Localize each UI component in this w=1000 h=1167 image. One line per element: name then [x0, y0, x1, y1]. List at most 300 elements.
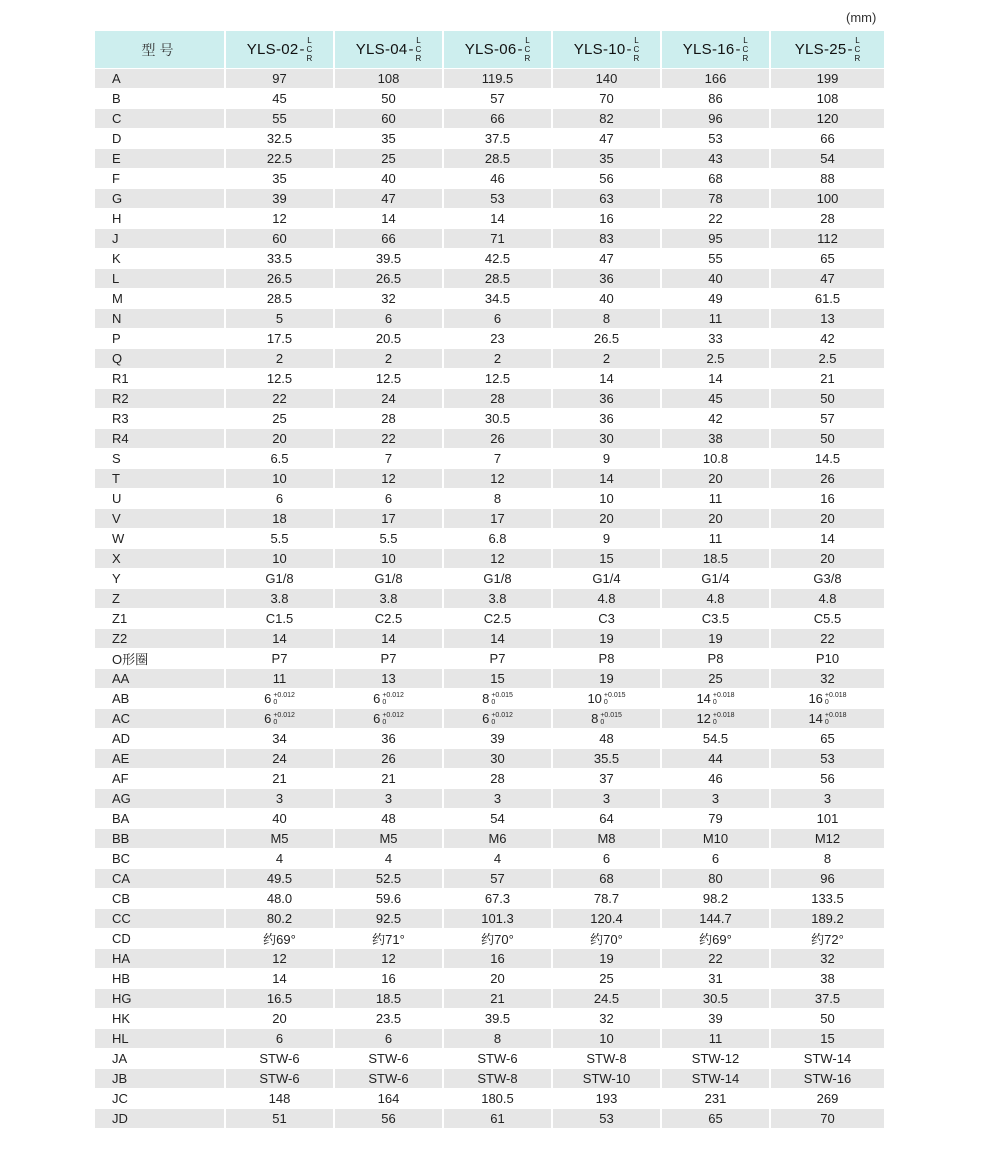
table-cell: 49	[661, 289, 770, 309]
table-cell: 30.5	[661, 989, 770, 1009]
nominal-value: 16	[808, 691, 823, 706]
table-cell: 6	[334, 309, 443, 329]
table-cell	[225, 689, 334, 709]
table-cell: 11	[225, 669, 334, 689]
table-cell: 54	[770, 149, 884, 169]
table-row	[95, 869, 884, 889]
lower-tolerance: 0	[273, 698, 278, 706]
table-cell: 21	[443, 989, 552, 1009]
table-cell	[770, 709, 884, 729]
table-cell: 112	[770, 229, 884, 249]
table-cell: STW-16	[770, 1069, 884, 1089]
nominal-value: 6	[264, 691, 272, 706]
suffix-c: C	[633, 45, 640, 54]
table-cell: 33	[661, 329, 770, 349]
table-row	[95, 629, 884, 649]
table-row	[95, 609, 884, 629]
suffix-l: L	[634, 36, 639, 45]
table-row	[95, 429, 884, 449]
table-row	[95, 989, 884, 1009]
table-cell: 34	[225, 729, 334, 749]
table-cell: 17	[334, 509, 443, 529]
table-cell: 17.5	[225, 329, 334, 349]
table-cell: M5	[334, 829, 443, 849]
table-cell	[334, 709, 443, 729]
upper-tolerance: +0.018	[712, 711, 735, 719]
tolerance-stack	[491, 712, 513, 726]
table-row	[95, 1089, 884, 1109]
table-cell: 54.5	[661, 729, 770, 749]
nominal-value: 6	[264, 711, 272, 726]
nominal-value: 10	[587, 691, 602, 706]
table-cell: 11	[661, 1029, 770, 1049]
table-cell: 约71°	[334, 929, 443, 949]
table-cell: 21	[770, 369, 884, 389]
model-base: YLS-04	[355, 41, 408, 58]
table-cell: 14	[225, 629, 334, 649]
model-header	[225, 31, 334, 69]
table-cell: G1/8	[334, 569, 443, 589]
table-cell: P10	[770, 649, 884, 669]
table-cell: 32	[334, 289, 443, 309]
lower-tolerance: 0	[824, 718, 829, 726]
table-cell: 42	[661, 409, 770, 429]
table-cell: 3	[552, 789, 661, 809]
spec-table	[95, 31, 884, 1128]
row-label: C	[95, 109, 225, 129]
row-label: E	[95, 149, 225, 169]
table-cell: G1/4	[552, 569, 661, 589]
table-cell: STW-6	[334, 1049, 443, 1069]
table-cell: 6	[225, 1029, 334, 1049]
table-cell: 14	[443, 629, 552, 649]
tolerance-stack	[273, 692, 295, 706]
row-label: CA	[95, 869, 225, 889]
table-cell: 26	[770, 469, 884, 489]
table-cell: 17	[443, 509, 552, 529]
row-label: K	[95, 249, 225, 269]
table-row	[95, 449, 884, 469]
table-cell: 20	[225, 429, 334, 449]
table-cell: 83	[552, 229, 661, 249]
table-row	[95, 249, 884, 269]
table-cell: 12	[225, 949, 334, 969]
table-cell: 30	[552, 429, 661, 449]
suffix-c: C	[854, 45, 861, 54]
table-cell: 11	[661, 489, 770, 509]
table-cell: 10	[552, 1029, 661, 1049]
upper-tolerance: +0.018	[824, 711, 847, 719]
table-cell: G1/8	[225, 569, 334, 589]
table-cell: 24.5	[552, 989, 661, 1009]
suffix-l: L	[416, 36, 421, 45]
table-cell: 65	[661, 1109, 770, 1129]
table-cell: 34.5	[443, 289, 552, 309]
table-cell: 166	[661, 69, 770, 89]
table-cell: 约69°	[661, 929, 770, 949]
table-cell: 8	[770, 849, 884, 869]
table-cell: 25	[334, 149, 443, 169]
tolerance-value	[696, 691, 734, 706]
row-label: G	[95, 189, 225, 209]
table-cell: 12	[334, 469, 443, 489]
table-cell: 56	[770, 769, 884, 789]
row-label: HL	[95, 1029, 225, 1049]
row-label: P	[95, 329, 225, 349]
table-cell: 2	[552, 349, 661, 369]
table-cell: 16	[443, 949, 552, 969]
table-cell: 22	[770, 629, 884, 649]
table-cell: 20	[661, 469, 770, 489]
model-base: YLS-02	[246, 41, 299, 58]
row-label: V	[95, 509, 225, 529]
table-row	[95, 829, 884, 849]
table-cell: 约70°	[443, 929, 552, 949]
table-cell: 3.8	[443, 589, 552, 609]
table-cell: 7	[334, 449, 443, 469]
suffix-l: L	[855, 36, 860, 45]
table-cell	[225, 709, 334, 729]
tolerance-value	[482, 711, 513, 726]
table-cell: 180.5	[443, 1089, 552, 1109]
table-cell: 37.5	[443, 129, 552, 149]
table-row	[95, 309, 884, 329]
table-cell: G1/8	[443, 569, 552, 589]
tolerance-value	[696, 711, 734, 726]
model-separator: -	[847, 41, 853, 58]
tolerance-value	[264, 691, 295, 706]
table-row	[95, 269, 884, 289]
row-label: N	[95, 309, 225, 329]
table-cell: 14	[661, 369, 770, 389]
table-cell: 48.0	[225, 889, 334, 909]
table-cell: G1/4	[661, 569, 770, 589]
upper-tolerance: +0.015	[491, 691, 513, 699]
table-cell: 3	[770, 789, 884, 809]
table-cell: 78	[661, 189, 770, 209]
table-cell: 25	[552, 969, 661, 989]
table-cell: STW-6	[225, 1049, 334, 1069]
table-row	[95, 89, 884, 109]
model-suffix	[743, 36, 749, 63]
table-cell: 48	[552, 729, 661, 749]
row-label: J	[95, 229, 225, 249]
row-label: F	[95, 169, 225, 189]
table-cell: 3	[661, 789, 770, 809]
tolerance-stack	[382, 712, 404, 726]
table-cell: P7	[334, 649, 443, 669]
table-row	[95, 1069, 884, 1089]
row-label: BB	[95, 829, 225, 849]
table-cell: 5	[225, 309, 334, 329]
lower-tolerance: 0	[273, 718, 278, 726]
table-cell: 9	[552, 529, 661, 549]
suffix-r: R	[524, 54, 531, 63]
row-label: CC	[95, 909, 225, 929]
row-label: AB	[95, 689, 225, 709]
table-cell: 19	[552, 949, 661, 969]
table-cell: 14	[334, 209, 443, 229]
table-cell: 189.2	[770, 909, 884, 929]
table-cell: 35	[225, 169, 334, 189]
nominal-value: 8	[591, 711, 599, 726]
table-cell	[770, 689, 884, 709]
suffix-l: L	[743, 36, 748, 45]
row-label: O形圈	[95, 649, 225, 669]
table-cell: 66	[334, 229, 443, 249]
table-cell: 8	[443, 489, 552, 509]
table-cell: 3.8	[225, 589, 334, 609]
table-cell: 20.5	[334, 329, 443, 349]
row-label: R3	[95, 409, 225, 429]
suffix-c: C	[306, 45, 313, 54]
table-cell: STW-8	[552, 1049, 661, 1069]
nominal-value: 12	[696, 711, 711, 726]
table-cell: 2	[334, 349, 443, 369]
table-cell: 66	[443, 109, 552, 129]
table-cell: 56	[334, 1109, 443, 1129]
table-row	[95, 1009, 884, 1029]
tolerance-stack	[491, 692, 513, 706]
tolerance-stack	[713, 712, 735, 726]
table-cell: 60	[225, 229, 334, 249]
table-cell: P8	[552, 649, 661, 669]
row-label: AE	[95, 749, 225, 769]
row-label: CB	[95, 889, 225, 909]
row-label: Z2	[95, 629, 225, 649]
table-cell: M8	[552, 829, 661, 849]
table-cell: 140	[552, 69, 661, 89]
tolerance-value	[482, 691, 513, 706]
table-cell: 36	[552, 389, 661, 409]
table-cell: 82	[552, 109, 661, 129]
model-base: YLS-06	[464, 41, 517, 58]
table-row	[95, 849, 884, 869]
table-cell: 32	[552, 1009, 661, 1029]
row-label: HG	[95, 989, 225, 1009]
table-row	[95, 1029, 884, 1049]
table-cell: 133.5	[770, 889, 884, 909]
table-cell: 30	[443, 749, 552, 769]
table-cell: 63	[552, 189, 661, 209]
tolerance-value	[808, 711, 846, 726]
row-label: R2	[95, 389, 225, 409]
row-label: AD	[95, 729, 225, 749]
tolerance-stack	[382, 692, 404, 706]
table-cell: 48	[334, 809, 443, 829]
table-cell: 20	[661, 509, 770, 529]
table-cell: 43	[661, 149, 770, 169]
table-cell: 66	[770, 129, 884, 149]
table-cell: 12.5	[443, 369, 552, 389]
tolerance-value	[808, 691, 846, 706]
table-row	[95, 929, 884, 949]
table-cell: 39	[225, 189, 334, 209]
row-label: AF	[95, 769, 225, 789]
row-label: HK	[95, 1009, 225, 1029]
table-row	[95, 389, 884, 409]
table-cell: 35.5	[552, 749, 661, 769]
table-cell: 14	[225, 969, 334, 989]
suffix-r: R	[742, 54, 749, 63]
table-cell: 19	[661, 629, 770, 649]
table-cell: STW-12	[661, 1049, 770, 1069]
table-cell: 12	[443, 549, 552, 569]
suffix-r: R	[633, 54, 640, 63]
tolerance-stack	[713, 692, 735, 706]
table-cell: 80.2	[225, 909, 334, 929]
model-separator: -	[299, 41, 305, 58]
table-cell: 21	[225, 769, 334, 789]
table-cell	[552, 709, 661, 729]
table-cell: 101	[770, 809, 884, 829]
table-cell: 108	[334, 69, 443, 89]
table-row	[95, 169, 884, 189]
tolerance-stack	[273, 712, 295, 726]
table-cell: 6	[661, 849, 770, 869]
table-cell: 40	[225, 809, 334, 829]
table-cell: 5.5	[225, 529, 334, 549]
lower-tolerance: 0	[600, 718, 605, 726]
table-cell: 2	[443, 349, 552, 369]
table-cell: 22	[661, 209, 770, 229]
row-label: BC	[95, 849, 225, 869]
table-cell: 35	[334, 129, 443, 149]
lower-tolerance: 0	[712, 718, 717, 726]
model-suffix	[525, 36, 531, 63]
table-cell: 120	[770, 109, 884, 129]
table-cell: 10	[225, 549, 334, 569]
table-cell: 26	[334, 749, 443, 769]
table-cell: 26.5	[225, 269, 334, 289]
table-cell: P8	[661, 649, 770, 669]
table-cell: 25	[225, 409, 334, 429]
row-label: T	[95, 469, 225, 489]
table-cell: 28	[443, 769, 552, 789]
table-cell: 12.5	[334, 369, 443, 389]
table-cell: 30.5	[443, 409, 552, 429]
table-row	[95, 689, 884, 709]
table-cell: 50	[770, 429, 884, 449]
unit-label: (mm)	[846, 10, 877, 25]
row-label: JB	[95, 1069, 225, 1089]
table-cell: 28	[334, 409, 443, 429]
table-cell: 12	[334, 949, 443, 969]
suffix-c: C	[742, 45, 749, 54]
header-corner	[95, 31, 225, 69]
table-cell: 40	[552, 289, 661, 309]
table-cell: 36	[334, 729, 443, 749]
table-cell: STW-8	[443, 1069, 552, 1089]
table-cell: 51	[225, 1109, 334, 1129]
table-cell: 31	[661, 969, 770, 989]
table-cell: G3/8	[770, 569, 884, 589]
tolerance-value	[587, 691, 625, 706]
model-separator: -	[408, 41, 414, 58]
model-base: YLS-16	[682, 41, 735, 58]
table-row	[95, 749, 884, 769]
table-row	[95, 949, 884, 969]
table-cell: C2.5	[443, 609, 552, 629]
table-cell: 约69°	[225, 929, 334, 949]
table-cell: 14	[552, 469, 661, 489]
nominal-value: 6	[373, 711, 381, 726]
table-cell: 14	[770, 529, 884, 549]
table-cell: 119.5	[443, 69, 552, 89]
row-label: L	[95, 269, 225, 289]
row-label: H	[95, 209, 225, 229]
table-cell: 47	[552, 129, 661, 149]
table-row	[95, 969, 884, 989]
table-cell: 10	[334, 549, 443, 569]
tolerance-stack	[600, 712, 622, 726]
lower-tolerance: 0	[382, 718, 387, 726]
table-row	[95, 369, 884, 389]
tolerance-stack	[604, 692, 626, 706]
table-cell: 22.5	[225, 149, 334, 169]
table-cell: 4.8	[661, 589, 770, 609]
table-row	[95, 109, 884, 129]
table-row	[95, 209, 884, 229]
nominal-value: 6	[373, 691, 381, 706]
row-label: JD	[95, 1109, 225, 1129]
table-cell: C1.5	[225, 609, 334, 629]
header-corner-label: 型号	[141, 41, 178, 58]
table-row	[95, 529, 884, 549]
table-cell: 14	[552, 369, 661, 389]
table-body	[95, 69, 884, 1129]
table-cell: 45	[661, 389, 770, 409]
table-cell: 46	[443, 169, 552, 189]
row-label: Z	[95, 589, 225, 609]
upper-tolerance: +0.018	[712, 691, 735, 699]
table-cell: 36	[552, 269, 661, 289]
model-name	[465, 36, 531, 63]
table-cell: 23.5	[334, 1009, 443, 1029]
table-cell	[443, 709, 552, 729]
tolerance-stack	[825, 712, 847, 726]
table-cell: 108	[770, 89, 884, 109]
table-cell: 97	[225, 69, 334, 89]
table-cell: 86	[661, 89, 770, 109]
nominal-value: 8	[482, 691, 490, 706]
table-cell: 42.5	[443, 249, 552, 269]
table-cell: 13	[334, 669, 443, 689]
suffix-r: R	[306, 54, 313, 63]
tolerance-value	[373, 711, 404, 726]
table-cell: 40	[661, 269, 770, 289]
table-cell: 28.5	[443, 269, 552, 289]
table-cell: 50	[770, 389, 884, 409]
table-cell: 5.5	[334, 529, 443, 549]
table-cell: 92.5	[334, 909, 443, 929]
row-label: Q	[95, 349, 225, 369]
table-cell: 11	[661, 309, 770, 329]
row-label: JA	[95, 1049, 225, 1069]
table-cell: 164	[334, 1089, 443, 1109]
upper-tolerance: +0.015	[600, 711, 622, 719]
table-cell: 15	[443, 669, 552, 689]
table-cell: 12	[443, 469, 552, 489]
table-cell	[661, 709, 770, 729]
table-cell: P7	[225, 649, 334, 669]
table-row	[95, 809, 884, 829]
model-name	[356, 36, 422, 63]
suffix-l: L	[307, 36, 312, 45]
table-cell: 4	[334, 849, 443, 869]
table-row	[95, 769, 884, 789]
table-cell: 39.5	[334, 249, 443, 269]
